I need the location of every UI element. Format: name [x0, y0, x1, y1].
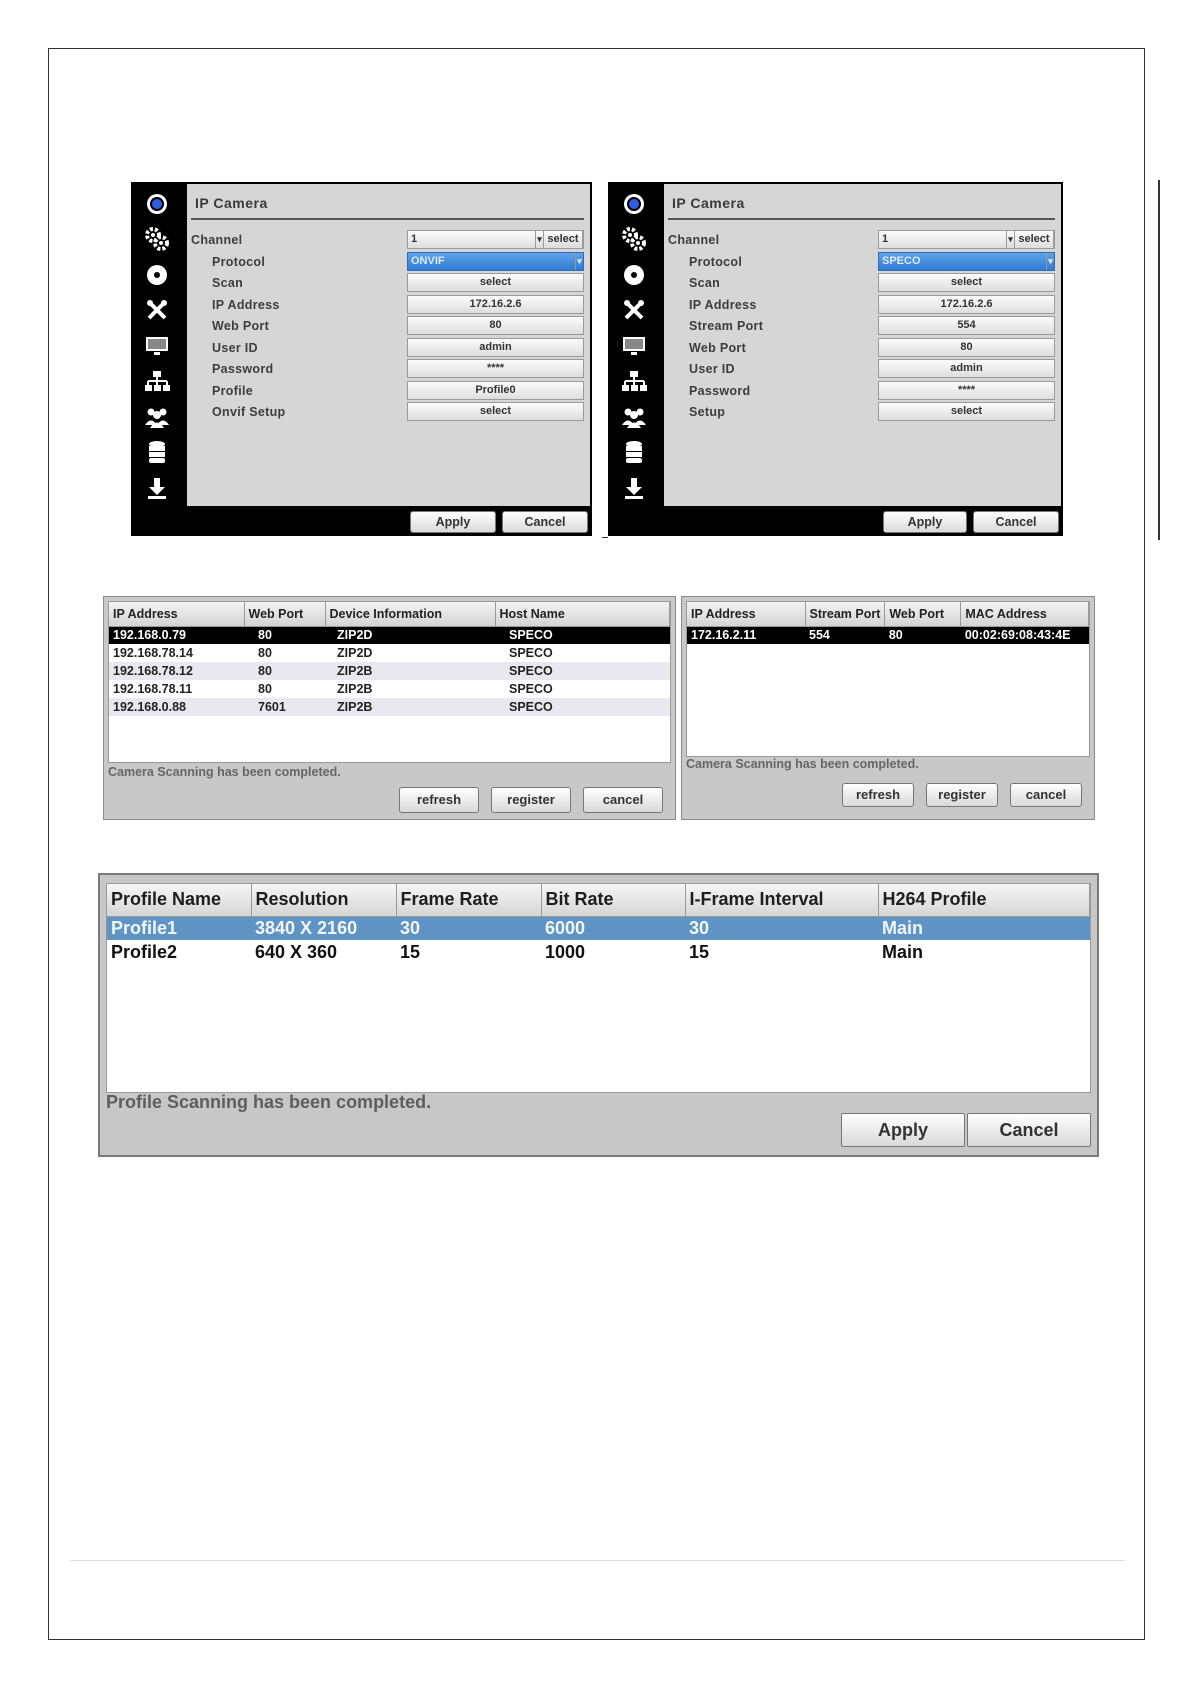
- table-cell: ZIP2D: [337, 646, 373, 660]
- column-header[interactable]: Host Name: [495, 602, 670, 626]
- table-cell: 80: [258, 682, 272, 696]
- table-row[interactable]: [109, 680, 670, 698]
- column-header[interactable]: Bit Rate: [541, 884, 685, 916]
- ip-address-field[interactable]: 172.16.2.6: [407, 295, 584, 314]
- setup-main-area: [187, 184, 590, 506]
- protocol-dropdown[interactable]: [878, 252, 1055, 271]
- protocol-label: Protocol: [212, 254, 266, 269]
- channel-label: Channel: [668, 233, 720, 247]
- setup-button-bar: [883, 511, 1059, 533]
- profile-label: Profile: [212, 383, 253, 398]
- table-cell: SPECO: [495, 626, 670, 644]
- column-header[interactable]: Frame Rate: [396, 884, 541, 916]
- table-row[interactable]: [109, 626, 670, 644]
- column-header[interactable]: Resolution: [251, 884, 396, 916]
- apply-button[interactable]: Apply: [410, 511, 496, 533]
- scan-label: Scan: [212, 276, 244, 290]
- ip-camera-onvif-panel: [131, 182, 592, 536]
- table-cell: SPECO: [495, 698, 670, 716]
- column-header[interactable]: Profile Name: [107, 884, 251, 916]
- users-icon[interactable]: [131, 399, 183, 435]
- table-cell: 7601: [244, 698, 325, 716]
- setup-main-area: [664, 184, 1061, 506]
- table-cell: ZIP2D: [325, 626, 495, 644]
- ip-address-row: [191, 295, 584, 316]
- column-header[interactable]: I-Frame Interval: [685, 884, 878, 916]
- cancel-button[interactable]: Cancel: [973, 511, 1059, 533]
- table-cell: 192.168.78.11: [113, 682, 193, 696]
- setup-select-button[interactable]: select: [878, 402, 1055, 421]
- table-row[interactable]: [687, 626, 1089, 644]
- channel-value: 1: [411, 233, 418, 245]
- channel-row: [191, 230, 584, 251]
- ip-address-label: IP Address: [212, 297, 280, 312]
- table-cell: 192.168.78.14: [113, 646, 193, 660]
- onvif-setup-select-button[interactable]: select: [407, 402, 584, 421]
- table-header-row: [687, 602, 1089, 626]
- channel-value: 1: [882, 233, 889, 245]
- ip-address-field[interactable]: 172.16.2.6: [878, 295, 1055, 314]
- table-cell: 192.168.0.88: [109, 698, 244, 716]
- profile-row: [191, 381, 584, 402]
- protocol-value: ONVIF: [411, 254, 445, 267]
- column-header[interactable]: IP Address: [109, 602, 244, 626]
- title-divider: [668, 218, 1055, 220]
- profile-status-text: Profile Scanning has been completed.: [106, 1092, 432, 1112]
- user-id-row: [668, 359, 1055, 380]
- apply-button[interactable]: Apply: [841, 1113, 965, 1147]
- table-cell: 640 X 360: [255, 941, 338, 962]
- web-port-field[interactable]: 80: [878, 338, 1055, 357]
- user-id-label: User ID: [689, 362, 735, 376]
- table-cell: SPECO: [495, 662, 670, 680]
- title-divider: [191, 218, 584, 220]
- table-row[interactable]: [109, 644, 670, 662]
- password-label: Password: [212, 362, 274, 376]
- channel-label: Channel: [191, 233, 243, 247]
- network-icon[interactable]: [131, 364, 183, 400]
- refresh-button[interactable]: refresh: [399, 787, 479, 813]
- channel-dropdown[interactable]: [407, 230, 584, 249]
- gears-icon[interactable]: [131, 222, 183, 258]
- profile-button-bar: [841, 1113, 1091, 1147]
- user-id-field[interactable]: admin: [407, 338, 584, 357]
- scan-button-bar: [842, 783, 1082, 807]
- speco-scan-dialog: [681, 596, 1095, 820]
- onvif-scan-dialog: [103, 596, 676, 820]
- table-cell: 3840 X 2160: [251, 916, 396, 940]
- table-cell: Main: [878, 916, 1090, 940]
- table-cell: ZIP2B: [337, 682, 373, 696]
- channel-select-button[interactable]: select: [543, 230, 583, 249]
- profile-field[interactable]: Profile0: [407, 381, 584, 400]
- table-row[interactable]: [107, 940, 1090, 964]
- ip-address-row: [668, 295, 1055, 316]
- table-header-row: [109, 602, 670, 626]
- table-cell: 554: [805, 626, 885, 644]
- table-cell: 6000: [541, 916, 685, 940]
- stream-port-label: Stream Port: [689, 319, 764, 333]
- setup-button-bar: [410, 511, 588, 533]
- monitor-icon[interactable]: [608, 328, 660, 364]
- password-field[interactable]: ****: [407, 359, 584, 378]
- tools-icon[interactable]: [131, 293, 183, 329]
- scan-results-table: [108, 601, 671, 763]
- storage-icon[interactable]: [131, 435, 183, 471]
- chevron-down-icon: ▾: [1006, 231, 1014, 248]
- scan-status-text: Camera Scanning has been completed.: [686, 757, 919, 771]
- setup-sidebar: [131, 186, 183, 506]
- stream-port-field[interactable]: 554: [878, 316, 1055, 335]
- web-port-row: [668, 338, 1055, 359]
- chevron-down-icon: ▾: [535, 231, 543, 248]
- protocol-row: [668, 252, 1055, 273]
- disc-icon[interactable]: [608, 257, 660, 293]
- column-header[interactable]: MAC Address: [961, 602, 1089, 626]
- table-cell: SPECO: [509, 646, 553, 660]
- table-row[interactable]: [107, 916, 1090, 940]
- stream-port-row: [668, 316, 1055, 337]
- column-header[interactable]: Web Port: [244, 602, 325, 626]
- scan-results-table: [686, 601, 1090, 757]
- protocol-row: [191, 252, 584, 273]
- setup-row: [668, 402, 1055, 423]
- scan-label: Scan: [689, 276, 721, 290]
- tools-icon[interactable]: [608, 293, 660, 329]
- cancel-button[interactable]: Cancel: [967, 1113, 1091, 1147]
- table-header-row: [107, 884, 1090, 916]
- password-row: [191, 359, 584, 380]
- cancel-button[interactable]: cancel: [583, 787, 663, 813]
- protocol-value: SPECO: [882, 254, 921, 267]
- table-row[interactable]: [109, 698, 670, 716]
- table-cell: 192.168.0.79: [109, 626, 244, 644]
- register-button[interactable]: register: [491, 787, 571, 813]
- column-header[interactable]: Stream Port: [805, 602, 885, 626]
- ip-address-label: IP Address: [689, 297, 757, 312]
- scan-select-button[interactable]: select: [407, 273, 584, 292]
- scan-button-bar: [399, 787, 663, 813]
- user-id-row: [191, 338, 584, 359]
- table-cell: 80: [885, 626, 961, 644]
- web-port-row: [191, 316, 584, 337]
- table-cell: 172.16.2.11: [687, 626, 805, 644]
- ip-camera-speco-panel: [608, 182, 1063, 536]
- download-icon[interactable]: [608, 470, 660, 506]
- chevron-down-icon: ▾: [575, 253, 583, 270]
- footer-divider: [70, 1560, 1125, 1561]
- table-cell: SPECO: [509, 682, 553, 696]
- column-header[interactable]: H264 Profile: [878, 884, 1090, 916]
- setup-sidebar: [608, 186, 660, 506]
- scan-row: [668, 273, 1055, 294]
- table-cell: 80: [244, 662, 325, 680]
- side-margin-mark: [1158, 180, 1160, 540]
- table-row[interactable]: [109, 662, 670, 680]
- panel-title: IP Camera: [672, 195, 745, 211]
- camera-icon[interactable]: [608, 186, 660, 222]
- table-cell: 30: [685, 916, 878, 940]
- protocol-dropdown[interactable]: [407, 252, 584, 271]
- password-field[interactable]: ****: [878, 381, 1055, 400]
- scan-select-button[interactable]: select: [878, 273, 1055, 292]
- storage-icon[interactable]: [608, 435, 660, 471]
- table-cell: 15: [400, 941, 421, 962]
- channel-row: [668, 230, 1055, 251]
- protocol-label: Protocol: [689, 254, 743, 269]
- password-label: Password: [689, 383, 751, 398]
- table-cell: 15: [689, 941, 710, 962]
- monitor-icon[interactable]: [131, 328, 183, 364]
- users-icon[interactable]: [608, 399, 660, 435]
- gears-icon[interactable]: [608, 222, 660, 258]
- apply-button[interactable]: Apply: [883, 511, 967, 533]
- network-icon[interactable]: [608, 364, 660, 400]
- download-icon[interactable]: [131, 470, 183, 506]
- table-cell: ZIP2B: [325, 698, 495, 716]
- channel-dropdown[interactable]: [878, 230, 1055, 249]
- password-row: [668, 381, 1055, 402]
- table-cell: 80: [258, 646, 272, 660]
- refresh-button[interactable]: refresh: [842, 783, 914, 807]
- table-cell: ZIP2B: [325, 662, 495, 680]
- table-cell: 30: [396, 916, 541, 940]
- web-port-field[interactable]: 80: [407, 316, 584, 335]
- scan-status-text: Camera Scanning has been completed.: [108, 765, 341, 779]
- table-cell: 1000: [545, 941, 586, 962]
- column-header[interactable]: Device Information: [325, 602, 495, 626]
- onvif-setup-label: Onvif Setup: [212, 405, 286, 419]
- setup-label: Setup: [689, 405, 726, 419]
- table-cell: 192.168.78.12: [109, 662, 244, 680]
- web-port-label: Web Port: [689, 340, 747, 355]
- scan-row: [191, 273, 584, 294]
- profile-table: [106, 883, 1091, 1093]
- table-cell: 80: [244, 626, 325, 644]
- cancel-button[interactable]: cancel: [1010, 783, 1082, 807]
- camera-icon[interactable]: [131, 186, 183, 222]
- profile-scan-dialog: [98, 873, 1099, 1157]
- table-cell: Main: [882, 941, 924, 962]
- onvif-setup-row: [191, 402, 584, 423]
- cancel-button[interactable]: Cancel: [502, 511, 588, 533]
- chevron-down-icon: ▾: [1046, 253, 1054, 270]
- dash-mark: [602, 537, 608, 538]
- column-header[interactable]: IP Address: [687, 602, 805, 626]
- channel-select-button[interactable]: select: [1014, 230, 1054, 249]
- panel-title: IP Camera: [195, 195, 268, 211]
- table-cell: 00:02:69:08:43:4E: [961, 626, 1089, 644]
- table-cell: Profile2: [111, 941, 178, 962]
- register-button[interactable]: register: [926, 783, 998, 807]
- user-id-label: User ID: [212, 340, 258, 355]
- table-cell: Profile1: [107, 916, 251, 940]
- disc-icon[interactable]: [131, 257, 183, 293]
- user-id-field[interactable]: admin: [878, 359, 1055, 378]
- web-port-label: Web Port: [212, 319, 270, 333]
- column-header[interactable]: Web Port: [885, 602, 961, 626]
